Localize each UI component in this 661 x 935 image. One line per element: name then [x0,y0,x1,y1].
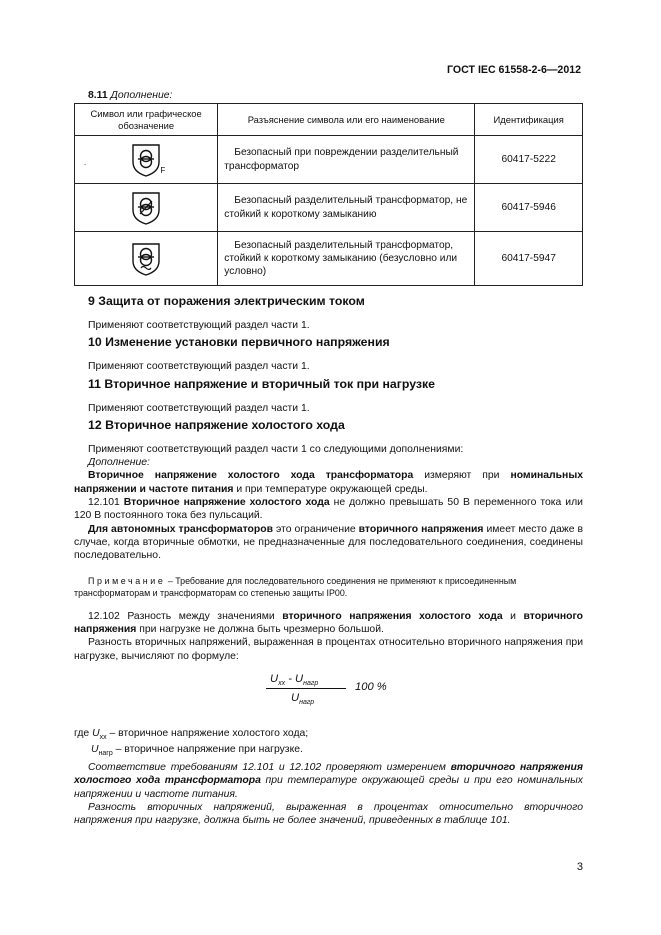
formula-numerator: $U_{xx} - U_{нагр}$ [270,673,319,688]
addition-label: Дополнение: [88,457,150,469]
text: 12.102 Разность между значениями [88,610,283,622]
id-cell: 60417-5946 [475,184,583,232]
table-row [75,232,583,286]
section-label: Дополнение: [110,90,173,101]
fraction-bar [266,688,346,689]
term: вторичного напряжения холостого хода [282,610,503,622]
formula-factor: 100 % [355,681,387,693]
compliance-paragraph: Соответствие требованиям 12.101 и 12.102 проверяют измерением вторичного напряжения холостого хода трансформатора при температуре окружающей среды и при его номинальных напряжении и частоте питания. [74,762,583,800]
section-9 [74,294,583,332]
col-header-description: Разъяснение символа или его наименование [218,104,475,136]
section-8-11-intro [88,89,172,102]
formula-legend [74,727,583,828]
fail-safe-label: F [160,165,166,175]
description-cell [218,232,475,286]
description-text: Безопасный разделительный трансформатор, стойкий к короткому замыканию (безусловно или условно) [224,239,458,278]
description-text: Безопасный при повреждении разделительный трансформатор [224,147,459,172]
term: Вторичное напряжение холостого хода трансформатора [88,470,414,482]
term: Для автономных трансформаторов [88,523,273,535]
paragraph [74,496,583,523]
table-row [75,184,583,232]
col-header-symbol: Символ или графическое обозначение [75,104,218,136]
fail-safe-transformer-icon [130,142,162,178]
id-cell: 60417-5222 [475,136,583,184]
paragraph: Разность вторичных напряжений, выраженная в процентах относительно вторичного напряжения при нагрузке, вычисляют по формуле: [74,637,583,662]
compliance-paragraph: Разность вторичных напряжений, выраженная в процентах относительно вторичного напряжения при нагрузке, должна быть не более значений, приведенных в таблице 101. [74,802,583,827]
section-10-text: Применяют соответствующий раздел части 1. [88,360,310,372]
section-10 [74,335,583,373]
term: Вторичное напряжение холостого хода [123,496,330,508]
section-11 [74,377,583,415]
formula [264,672,414,712]
term: вторичного напряжения [358,523,484,535]
section-9-title: 9 Защита от поражения электрическим током [88,294,365,308]
short-circuit-proof-transformer-icon [130,241,162,277]
section-9-text: Применяют соответствующий раздел части 1. [88,319,310,331]
text: измеряют при [413,470,511,482]
description-cell [218,184,475,232]
paragraph [74,610,583,637]
description-text: Безопасный разделительный трансформатор, не стойкий к короткому замыканию [224,195,468,220]
non-short-circuit-proof-transformer-icon [130,190,162,226]
text: и [502,610,524,622]
note-label: Примечание [88,575,166,586]
section-12-title: 12 Вторичное напряжение холостого хода [88,418,345,432]
term: вторичного напряжения [74,610,584,635]
stray-dot: . [84,158,87,167]
symbol-cell [75,136,218,184]
text: при нагрузке не должна быть чрезмерно большой. [136,623,384,635]
section-number: 8.11 [88,90,108,101]
where-line: где $U_{хх}$ – вторичное напряжение холостого хода; [74,728,309,742]
paragraph [74,469,583,496]
page-number: 3 [576,861,583,873]
section-12 [74,418,583,663]
paragraph: Применяют соответствующий раздел части 1 со следующими дополнениями: [88,443,464,455]
section-11-title: 11 Вторичное напряжение и вторичный ток при нагрузке [88,377,436,391]
text: и при температуре окружающей среды. [233,483,428,495]
text: это ограничение [272,523,359,535]
text: 12.101 [88,496,124,508]
id-cell: 60417-5947 [475,232,583,286]
note-text: – Требование для последовательного соединения не применяют к присоединенным трансформаторам и трансформаторам со степенью защиты IP00. [74,575,517,598]
symbols-table [74,103,583,286]
note [74,575,583,599]
section-10-title: 10 Изменение установки первичного напряжения [88,335,390,349]
description-cell [218,136,475,184]
symbol-cell [75,232,218,286]
where-line: $U_{нагр}$ – вторичное напряжение при нагрузке. [91,744,303,758]
symbol-cell [75,184,218,232]
text: имеет место даже в случае, когда вторичные обмотки, не предназначенные для последовательного соединения, соединены последовательно. [74,523,583,562]
paragraph [74,456,583,469]
text: не должно превышать 50 В переменного тока или 120 В постоянного тока без пульсаций. [74,496,583,522]
table-row [75,136,583,184]
standard-header: ГОСТ IEC 61558-2-6—2012 [447,64,581,76]
formula-denominator: $U_{нагр}$ [291,692,315,707]
term: номинальных напряжении и частоте питания [74,470,583,495]
section-11-text: Применяют соответствующий раздел части 1. [88,402,310,414]
paragraph [74,523,583,563]
col-header-id: Идентификация [475,104,583,136]
